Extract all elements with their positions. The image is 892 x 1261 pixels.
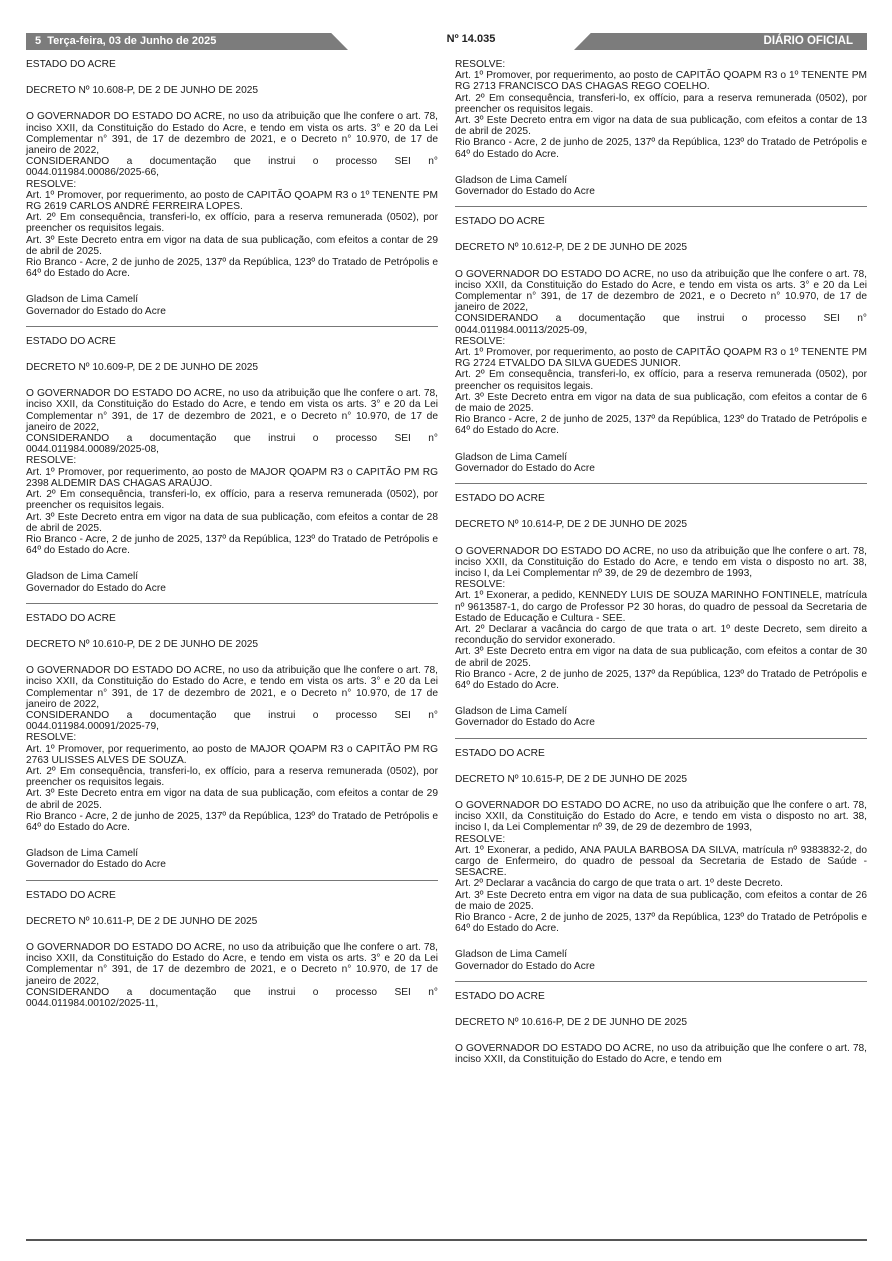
decree-place: Rio Branco - Acre, 2 de junho de 2025, 137º da República, 123º do Tratado de Petrópolis e 64º do Estado do Acre. xyxy=(455,911,867,935)
decree-art2: Art. 2º Em consequência, transferi-lo, ex offício, para a reserva remunerada (0502), por preencher os requisitos legais. xyxy=(26,489,438,512)
decree-art3: Art. 3º Este Decreto entra em vigor na data de sua publicação, com efeitos a contar de 29 de abril de 2025. xyxy=(26,234,438,257)
state-heading: ESTADO DO ACRE xyxy=(455,747,545,759)
decree-place: Rio Branco - Acre, 2 de junho de 2025, 137º da República, 123º do Tratado de Petrópolis e 64º do Estado do Acre. xyxy=(455,668,867,691)
signer-name: Gladson de Lima Camelí xyxy=(26,848,139,860)
signer-role: Governador do Estado do Acre xyxy=(455,960,595,972)
decree-place: Rio Branco - Acre, 2 de junho de 2025, 137º da República, 123º do Tratado de Petrópolis e 64º do Estado do Acre. xyxy=(26,257,438,280)
decree-art2: Art. 2º Declarar a vacância do cargo de que trata o art. 1º deste Decreto. xyxy=(455,878,783,890)
left-column xyxy=(26,59,438,1018)
decree-art1: Art. 1º Promover, por requerimento, ao posto de CAPITÃO QOAPM R3 o 1º TENENTE PM RG 2724 ETVALDO DA SILVA GUEDES JUNIOR. xyxy=(455,347,867,370)
decree-art3: Art. 3º Este Decreto entra em vigor na data de sua publicação, com efeitos a contar de 30 de abril de 2025. xyxy=(455,646,867,669)
issue-number: Nº 14.035 xyxy=(446,33,496,45)
signer-role: Governador do Estado do Acre xyxy=(455,186,595,198)
decree-10609 xyxy=(26,336,438,604)
decree-place: Rio Branco - Acre, 2 de junho de 2025, 137º da República, 123º do Tratado de Petrópolis e 64º do Estado do Acre. xyxy=(26,533,438,557)
signer-name: Gladson de Lima Camelí xyxy=(455,451,568,463)
decree-title: DECRETO Nº 10.612-P, DE 2 DE JUNHO DE 2025 xyxy=(455,242,688,254)
decree-intro: O GOVERNADOR DO ESTADO DO ACRE, no uso da atribuição que lhe confere o art. 78, inciso XXII, da Constituição do Estado do Acre, e tendo em vista os arts. 3° e 20 da Lei Complementar n° 391, de 17 de dezembro de 2021, e o Decreto n° 10.970, de 17 de janeiro de 2022, xyxy=(455,268,867,314)
decree-10612 xyxy=(455,216,867,484)
decree-intro: O GOVERNADOR DO ESTADO DO ACRE, no uso da atribuição que lhe confere o art. 78, inciso XXII, da Constituição do Estado do Acre, e tendo em vista o disposto no art. 38, inciso I, da Lei Complementar nº 39, de 29 de dezembro de 1993, xyxy=(455,545,867,579)
issue-date: Terça-feira, 03 de Junho de 2025 xyxy=(47,35,217,47)
decree-title: DECRETO Nº 10.611-P, DE 2 DE JUNHO DE 2025 xyxy=(26,915,258,927)
decree-art3: Art. 3º Este Decreto entra em vigor na data de sua publicação, com efeitos a contar de 13 de abril de 2025. xyxy=(455,115,867,138)
page-number: 5 xyxy=(35,35,42,47)
decree-10611 xyxy=(26,890,438,1019)
decree-resolve: RESOLVE: xyxy=(455,579,506,591)
decree-title: DECRETO Nº 10.616-P, DE 2 DE JUNHO DE 2025 xyxy=(455,1017,688,1028)
state-heading: ESTADO DO ACRE xyxy=(455,216,545,228)
signer-name: Gladson de Lima Camelí xyxy=(455,174,568,186)
decree-intro: O GOVERNADOR DO ESTADO DO ACRE, no uso da atribuição que lhe confere o art. 78, inciso XXII, da Constituição do Estado do Acre, e tendo em vista os arts. 3° e 20 da Lei Complementar n° 391, de 17 de dezembro de 2021, e o Decreto n° 10.970, de 17 de janeiro de 2022, xyxy=(26,111,438,157)
decree-art2: Art. 2º Em consequência, transferi-lo, ex offício, para a reserva remunerada (0502), por preencher os requisitos legais. xyxy=(455,369,867,392)
right-column xyxy=(455,59,867,1075)
decree-art1: Art. 1º Promover, por requerimento, ao posto de CAPITÃO QOAPM R3 o 1º TENENTE PM RG 2619 CARLOS ANDRÉ FERREIRA LOPES. xyxy=(26,189,438,213)
decree-intro: O GOVERNADOR DO ESTADO DO ACRE, no uso da atribuição que lhe confere o art. 78, inciso XXII, da Constituição do Estado do Acre, e tendo em vista o disposto no art. 38, inciso I, da Lei Complementar nº 39, de 29 de dezembro de 1993, xyxy=(455,799,867,834)
decree-resolve: RESOLVE: xyxy=(26,455,77,467)
decree-considerando: CONSIDERANDO a documentação que instrui o processo SEI n° 0044.011984.00102/2025-11, xyxy=(26,986,438,1009)
decree-art2: Art. 2º Em consequência, transferi-lo, ex offício, para a reserva remunerada (0502), por preencher os requisitos legais. xyxy=(26,212,438,235)
state-heading: ESTADO DO ACRE xyxy=(26,889,116,901)
decree-intro: O GOVERNADOR DO ESTADO DO ACRE, no uso da atribuição que lhe confere o art. 78, inciso XXII, da Constituição do Estado do Acre, e tendo em vista os arts. 3° e 20 da Lei Complementar n° 391, de 17 de dezembro de 2021, e o Decreto n° 10.970, de 17 de janeiro de 2022, xyxy=(26,941,438,987)
signer-role: Governador do Estado do Acre xyxy=(26,582,166,594)
decree-resolve: RESOLVE: xyxy=(26,178,77,190)
decree-art1: Art. 1º Exonerar, a pedido, ANA PAULA BARBOSA DA SILVA, matrícula nº 9383832-2, do cargo de Enfermeiro, do quadro de pessoal da Secretaria de Estado de Saúde - SESACRE. xyxy=(455,844,867,879)
state-heading: ESTADO DO ACRE xyxy=(26,612,116,624)
decree-resolve: RESOLVE: xyxy=(26,732,77,744)
decree-resolve: RESOLVE: xyxy=(455,59,506,70)
bottom-rule xyxy=(26,1239,867,1241)
decree-title: DECRETO Nº 10.610-P, DE 2 DE JUNHO DE 2025 xyxy=(26,638,259,650)
decree-art1: Art. 1º Promover, por requerimento, ao posto de MAJOR QOAPM R3 o CAPITÃO PM RG 2398 ALDEMIR DAS CHAGAS ARAÚJO. xyxy=(26,466,438,489)
decree-art3: Art. 3º Este Decreto entra em vigor na data de sua publicação, com efeitos a contar de 29 de abril de 2025. xyxy=(26,788,438,811)
decree-10615 xyxy=(455,748,867,982)
decree-resolve: RESOLVE: xyxy=(455,335,506,347)
signer-role: Governador do Estado do Acre xyxy=(26,305,166,317)
decree-place: Rio Branco - Acre, 2 de junho de 2025, 137º da República, 123º do Tratado de Petrópolis e 64º do Estado do Acre. xyxy=(455,137,867,160)
decree-title: DECRETO Nº 10.608-P, DE 2 DE JUNHO DE 2025 xyxy=(26,85,259,97)
decree-10611-continued xyxy=(455,59,867,207)
page-header xyxy=(26,33,867,50)
decree-considerando: CONSIDERANDO a documentação que instrui o processo SEI n° 0044.011984.00091/2025-79, xyxy=(26,709,438,733)
decree-resolve: RESOLVE: xyxy=(455,833,506,845)
header-left-band xyxy=(26,33,326,50)
decree-art2: Art. 2º Em consequência, transferi-lo, ex offício, para a reserva remunerada (0502), por preencher os requisitos legais. xyxy=(26,765,438,789)
decree-intro: O GOVERNADOR DO ESTADO DO ACRE, no uso da atribuição que lhe confere o art. 78, inciso XXII, da Constituição do Estado do Acre, e tendo em xyxy=(455,1043,867,1066)
decree-art3: Art. 3º Este Decreto entra em vigor na data de sua publicação, com efeitos a contar de 26 de maio de 2025. xyxy=(455,889,867,912)
publication-name: DIÁRIO OFICIAL xyxy=(596,33,867,50)
decree-place: Rio Branco - Acre, 2 de junho de 2025, 137º da República, 123º do Tratado de Petrópolis e 64º do Estado do Acre. xyxy=(455,414,867,437)
decree-art1: Art. 1º Promover, por requerimento, ao posto de MAJOR QOAPM R3 o CAPITÃO PM RG 2763 ULISSES ALVES DE SOUZA. xyxy=(26,743,438,766)
decree-art1: Art. 1º Exonerar, a pedido, KENNEDY LUIS DE SOUZA MARINHO FONTINELE, matrícula nº 9613587-1, do cargo de Professor P2 30 horas, do quadro de pessoal da Secretaria de Estado de Educação e Cultura - SEE. xyxy=(455,590,867,624)
signer-role: Governador do Estado do Acre xyxy=(455,717,595,729)
decree-intro: O GOVERNADOR DO ESTADO DO ACRE, no uso da atribuição que lhe confere o art. 78, inciso XXII, da Constituição do Estado do Acre, e tendo em vista os arts. 3° e 20 da Lei Complementar n° 391, de 17 de dezembro de 2021, e o Decreto n° 10.970, de 17 de janeiro de 2022, xyxy=(26,665,438,710)
signer-role: Governador do Estado do Acre xyxy=(455,462,595,474)
decree-considerando: CONSIDERANDO a documentação que instrui o processo SEI n° 0044.011984.00089/2025-08, xyxy=(26,433,438,456)
signer-name: Gladson de Lima Camelí xyxy=(455,706,568,718)
decree-intro: O GOVERNADOR DO ESTADO DO ACRE, no uso da atribuição que lhe confere o art. 78, inciso XXII, da Constituição do Estado do Acre, e tendo em vista os arts. 3° e 20 da Lei Complementar n° 391, de 17 de dezembro de 2021, e o Decreto n° 10.970, de 17 de janeiro de 2022, xyxy=(26,388,438,433)
decree-place: Rio Branco - Acre, 2 de junho de 2025, 137º da República, 123º do Tratado de Petrópolis e 64º do Estado do Acre. xyxy=(26,810,438,833)
decree-title: DECRETO Nº 10.614-P, DE 2 DE JUNHO DE 2025 xyxy=(455,519,688,531)
decree-art2: Art. 2º Declarar a vacância do cargo de que trata o art. 1º deste Decreto, sem direito a recondução do servidor exonerado. xyxy=(455,623,867,647)
signer-name: Gladson de Lima Camelí xyxy=(455,949,568,961)
decree-title: DECRETO Nº 10.615-P, DE 2 DE JUNHO DE 2025 xyxy=(455,773,688,785)
decree-considerando: CONSIDERANDO a documentação que instrui o processo SEI n° 0044.011984.00113/2025-09, xyxy=(455,313,867,336)
decree-title: DECRETO Nº 10.609-P, DE 2 DE JUNHO DE 2025 xyxy=(26,362,259,374)
header-left-slant xyxy=(324,33,348,50)
signer-role: Governador do Estado do Acre xyxy=(26,859,166,871)
decree-10608 xyxy=(26,59,438,327)
decree-art3: Art. 3º Este Decreto entra em vigor na data de sua publicação, com efeitos a contar de 28 de abril de 2025. xyxy=(26,511,438,534)
state-heading: ESTADO DO ACRE xyxy=(26,59,116,70)
state-heading: ESTADO DO ACRE xyxy=(455,493,545,505)
decree-art1: Art. 1º Promover, por requerimento, ao posto de CAPITÃO QOAPM R3 o 1º TENENTE PM RG 2713 FRANCISCO DAS CHAGAS REGO COELHO. xyxy=(455,70,867,93)
decree-10614 xyxy=(455,493,867,738)
decree-art2: Art. 2º Em consequência, transferi-lo, ex offício, para a reserva remunerada (0502), por preencher os requisitos legais. xyxy=(455,92,867,115)
decree-10616 xyxy=(455,991,867,1075)
state-heading: ESTADO DO ACRE xyxy=(26,335,116,347)
decree-art3: Art. 3º Este Decreto entra em vigor na data de sua publicação, com efeitos a contar de 6 de maio de 2025. xyxy=(455,391,867,415)
signer-name: Gladson de Lima Camelí xyxy=(26,571,139,583)
decree-10610 xyxy=(26,613,438,881)
signer-name: Gladson de Lima Camelí xyxy=(26,294,139,306)
decree-considerando: CONSIDERANDO a documentação que instrui o processo SEI n° 0044.011984.00086/2025-66, xyxy=(26,156,438,179)
state-heading: ESTADO DO ACRE xyxy=(455,990,545,1002)
